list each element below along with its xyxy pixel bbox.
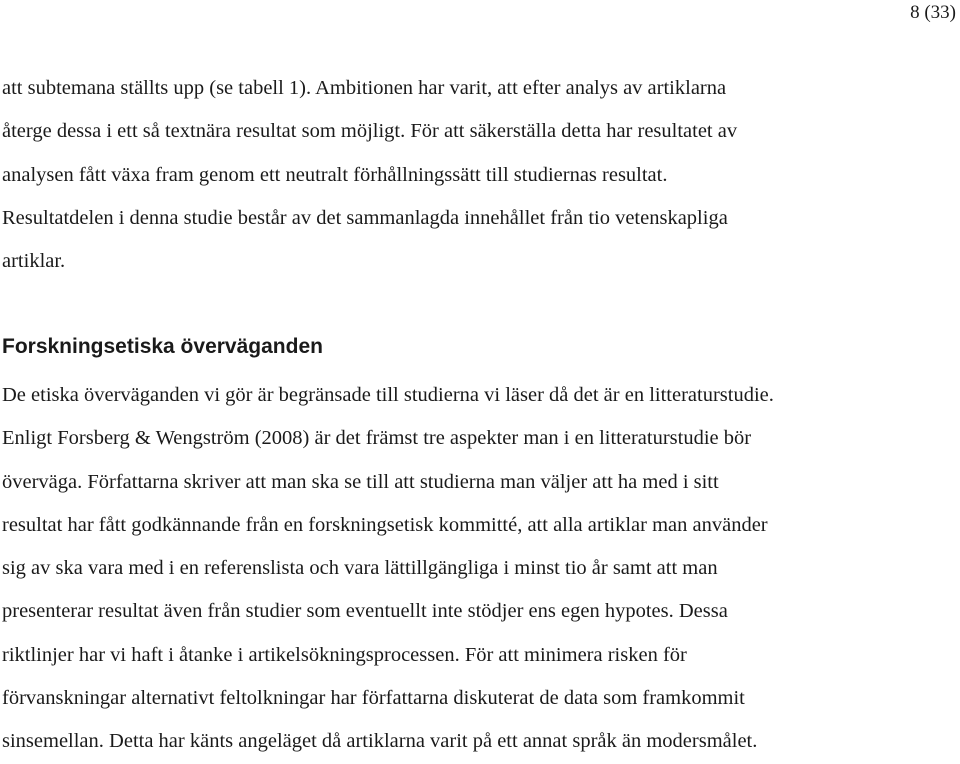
- text-line: analysen fått växa fram genom ett neutralt förhållningssätt till studiernas resultat.: [2, 163, 668, 186]
- text-line: Enligt Forsberg & Wengström (2008) är det främst tre aspekter man i en litteraturstudie bör: [2, 427, 752, 450]
- text-line: överväga. Författarna skriver att man ska se till att studierna man väljer att ha med i sitt: [2, 470, 719, 493]
- text-line: Resultatdelen i denna studie består av det sammanlagda innehållet från tio vetenskapliga: [2, 206, 728, 229]
- section-heading: Forskningsetiska överväganden: [2, 335, 323, 358]
- text-line: presenterar resultat även från studier som eventuellt inte stödjer ens egen hypotes. Dessa: [2, 600, 728, 623]
- text-line: resultat har fått godkännande från en forskningsetisk kommitté, att alla artiklar man använder: [2, 513, 768, 536]
- text-line: att subtemana ställts upp (se tabell 1). Ambitionen har varit, att efter analys av artiklarna: [2, 77, 727, 99]
- text-line: artiklar.: [2, 250, 66, 273]
- body-paragraph-2: [2, 374, 960, 764]
- text-line: riktlinjer har vi haft i åtanke i artikelsökningsprocessen. För att minimera risken för: [2, 643, 687, 666]
- text-line: återge dessa i ett så textnära resultat som möjligt. För att säkerställa detta har resultatet av: [2, 120, 738, 143]
- text-line: sig av ska vara med i en referenslista och vara lättillgängliga i minst tio år samt att man: [2, 557, 718, 580]
- page-number: 8 (33): [910, 2, 956, 23]
- body-paragraph-1: [2, 67, 960, 283]
- text-line: förvanskningar alternativt feltolkningar har författarna diskuterat de data som framkommit: [2, 687, 745, 710]
- text-line: De etiska överväganden vi gör är begränsade till studierna vi läser då det är en litteraturstudie.: [2, 384, 774, 406]
- text-line: sinsemellan. Detta har känts angeläget då artiklarna varit på ett annat språk än modersmålet.: [2, 730, 758, 753]
